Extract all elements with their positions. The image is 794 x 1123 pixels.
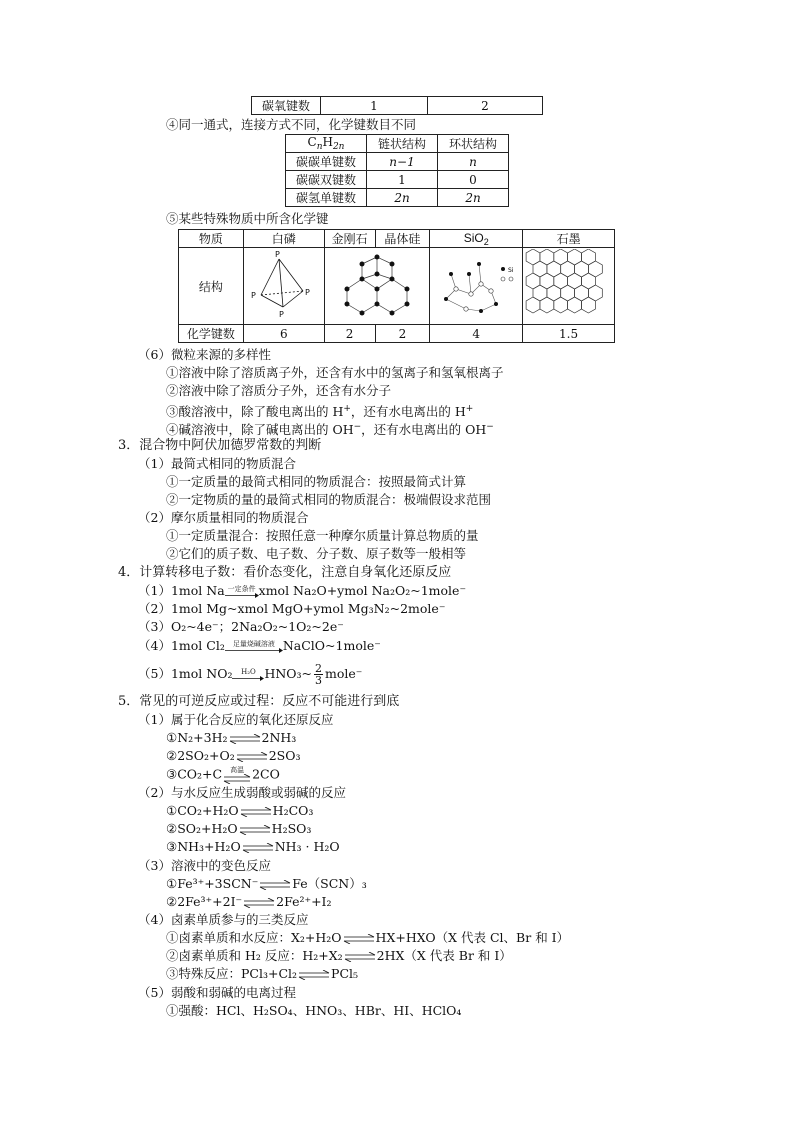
- row-label: 碳氢单键数: [286, 189, 367, 207]
- col-crystal-silicon: 晶体硅: [375, 230, 430, 248]
- col-white-phosphorus: 白磷: [243, 230, 324, 248]
- header-formula: $C_nH_{2n}$: [286, 135, 367, 153]
- section-5-title: 5．常见的可逆反应或过程：反应不可能进行到底: [118, 694, 400, 709]
- section-6-title: （6）微粒来源的多样性: [138, 347, 271, 362]
- section-3-part-1b: ②一定物质的量的最简式相同的物质混合：极端假设求范围: [166, 492, 492, 507]
- p-atom: P: [278, 309, 284, 319]
- electron-eq-5: （5）1mol NO₂ H₂O HNO₃~ $\frac{2}{3}$ mole⁻: [138, 662, 363, 687]
- p-atom: P: [250, 290, 256, 300]
- col-diamond: 金刚石: [324, 230, 375, 248]
- white-phosphorus-diagram: [245, 249, 323, 321]
- reaction-5: ②SO₂+H₂O H₂SO₃: [166, 821, 312, 836]
- graphite-hexagon: [588, 285, 602, 301]
- section-5-part-4: （4）卤素单质参与的三类反应: [138, 912, 309, 927]
- reaction-10: ②卤素单质和 H₂ 反应：H₂+X₂ 2HX（X 代表 Br 和 I）: [166, 948, 512, 963]
- bond-count: 6: [243, 325, 324, 343]
- reversible-arrow: [228, 734, 262, 744]
- row-label: 碳碳双键数: [286, 171, 367, 189]
- section-4-title: 4．计算转移电子数：看价态变化，注意自身氧化还原反应: [118, 565, 452, 580]
- header-chain: 链状结构: [367, 135, 438, 153]
- electron-eq-3: （3）O₂~4e⁻；2Na₂O₂~1O₂~2e⁻: [138, 619, 344, 634]
- cnh2n-bond-table: [285, 134, 509, 207]
- graphite-hexagon: [539, 297, 553, 313]
- reaction-2: ②2SO₂+O₂ 2SO₃: [166, 748, 301, 763]
- electron-eq-4: （4）1mol Cl₂ 足量烧碱溶液 NaClO~1mole⁻: [138, 638, 381, 653]
- reaction-9: ①卤素单质和水反应：X₂+H₂O HX+HXO（X 代表 Cl、Br 和 I）: [166, 930, 570, 945]
- graphite-hexagon: [553, 297, 567, 313]
- row-label: 化学键数: [179, 325, 244, 343]
- diamond-lattice-diagram: [327, 249, 427, 321]
- reaction-12: ①强酸：HCl、H₂SO₄、HNO₃、HBr、HI、HClO₄: [166, 1003, 462, 1018]
- cell-value: 2: [428, 97, 543, 115]
- cell-value: 0: [438, 171, 509, 189]
- item-5-text: ⑤某些特殊物质中所含化学键: [166, 211, 329, 226]
- section-6-line-3: ③酸溶液中，除了酸电离出的 H+，还有水电离出的 H+: [166, 404, 474, 419]
- bond-count: 2: [375, 325, 430, 343]
- o-legend-dot: [501, 277, 505, 281]
- reaction-arrow: H₂O: [232, 668, 264, 681]
- reaction-arrow: 一定条件: [225, 585, 259, 598]
- row-label: 碳氧键数: [252, 97, 321, 115]
- section-5-part-3: （3）溶液中的变色反应: [138, 858, 271, 873]
- section-5-part-1: （1）属于化合反应的氧化还原反应: [138, 712, 334, 727]
- cell-value: n: [438, 153, 509, 171]
- diamond-silicon-structure: [324, 248, 430, 325]
- col-sio2: SiO$_2$: [430, 230, 523, 248]
- carbon-oxygen-bond-table: [251, 96, 543, 115]
- reaction-11: ③特殊反应：PCl₃+Cl₂ PCl₅: [166, 966, 359, 981]
- reversible-arrow: [238, 825, 272, 835]
- reversible-arrow: [235, 752, 269, 762]
- graphite-hexagon: [581, 297, 595, 313]
- row-label: 物质: [179, 230, 244, 248]
- p-atom: P: [274, 249, 280, 259]
- section-6-line-1: ①溶液中除了溶质离子外，还含有水中的氢离子和氢氧根离子: [166, 365, 504, 380]
- p-atom: P: [304, 287, 310, 297]
- si-legend-label: Si: [508, 266, 514, 274]
- reaction-6: ③NH₃+H₂O NH₃ · H₂O: [166, 839, 340, 854]
- col-graphite: 石墨: [523, 230, 615, 248]
- reaction-3: ③CO₂+C 高温 2CO: [166, 766, 280, 784]
- reversible-arrow: [239, 807, 273, 817]
- reaction-1: ①N₂+3H₂ 2NH₃: [166, 730, 297, 745]
- special-substance-table: [178, 229, 615, 343]
- bond-count: 4: [430, 325, 523, 343]
- reversible-arrow: [297, 970, 331, 980]
- section-3-title: 3．混合物中阿伏加德罗常数的判断: [118, 438, 322, 453]
- sio2-structure: [430, 248, 523, 325]
- section-3-part-2b: ②它们的质子数、电子数、分子数、原子数等一般相等: [166, 546, 467, 561]
- white-phosphorus-structure: [243, 248, 324, 325]
- electron-eq-1: （1）1mol Na 一定条件 xmol Na₂O+ymol Na₂O₂~1mole⁻: [138, 583, 467, 598]
- reversible-arrow: [258, 880, 292, 890]
- graphite-lattice-diagram: [525, 249, 613, 321]
- sio2-lattice-diagram: [431, 249, 521, 321]
- bond-count: 2: [324, 325, 375, 343]
- graphite-structure: [523, 248, 615, 325]
- reversible-arrow: [342, 934, 376, 944]
- section-3-part-2a: ①一定质量混合：按照任意一种摩尔质量计算总物质的量: [166, 528, 479, 543]
- section-3-part-2: （2）摩尔质量相同的物质混合: [138, 510, 309, 525]
- graphite-hexagon: [526, 297, 540, 313]
- section-3-part-1a: ①一定质量的最简式相同的物质混合：按照最简式计算: [166, 474, 467, 489]
- header-ring: 环状结构: [438, 135, 509, 153]
- graphite-hexagon: [567, 297, 581, 313]
- section-3-part-1: （1）最简式相同的物质混合: [138, 456, 296, 471]
- reversible-arrow: [343, 952, 377, 962]
- section-6-line-2: ②溶液中除了溶质分子外，还含有水分子: [166, 383, 392, 398]
- item-4-text: ④同一通式，连接方式不同，化学键数目不同: [166, 117, 417, 132]
- reaction-4: ①CO₂+H₂O H₂CO₃: [166, 803, 314, 818]
- cell-value: 1: [367, 171, 438, 189]
- row-label: 结构: [179, 248, 244, 325]
- reaction-7: ①Fe³⁺+3SCN⁻ Fe（SCN）₃: [166, 876, 367, 891]
- cell-value: 2n: [367, 189, 438, 207]
- reaction-arrow: 足量烧碱溶液: [225, 640, 283, 653]
- row-label: 碳碳单键数: [286, 153, 367, 171]
- cell-value: 2n: [438, 189, 509, 207]
- cell-value: 1: [321, 97, 428, 115]
- reversible-arrow: [241, 843, 275, 853]
- section-5-part-5: （5）弱酸和弱碱的电离过程: [138, 985, 296, 1000]
- bond-count: 1.5: [523, 325, 615, 343]
- electron-eq-2: （2）1mol Mg~xmol MgO+ymol Mg₃N₂~2mole⁻: [138, 601, 446, 616]
- reversible-arrow: 高温: [222, 766, 252, 784]
- fraction: $\frac{2}{3}$: [315, 662, 323, 687]
- reversible-arrow: [242, 898, 276, 908]
- section-5-part-2: （2）与水反应生成弱酸或弱碱的反应: [138, 785, 346, 800]
- section-6-line-4: ④碱溶液中，除了碱电离出的 OH−，还有水电离出的 OH−: [166, 422, 494, 437]
- reaction-8: ②2Fe³⁺+2I⁻ 2Fe²⁺+I₂: [166, 894, 332, 909]
- si-legend-dot: [501, 267, 505, 271]
- graphite-hexagon: [588, 261, 602, 277]
- cell-value: n−1: [367, 153, 438, 171]
